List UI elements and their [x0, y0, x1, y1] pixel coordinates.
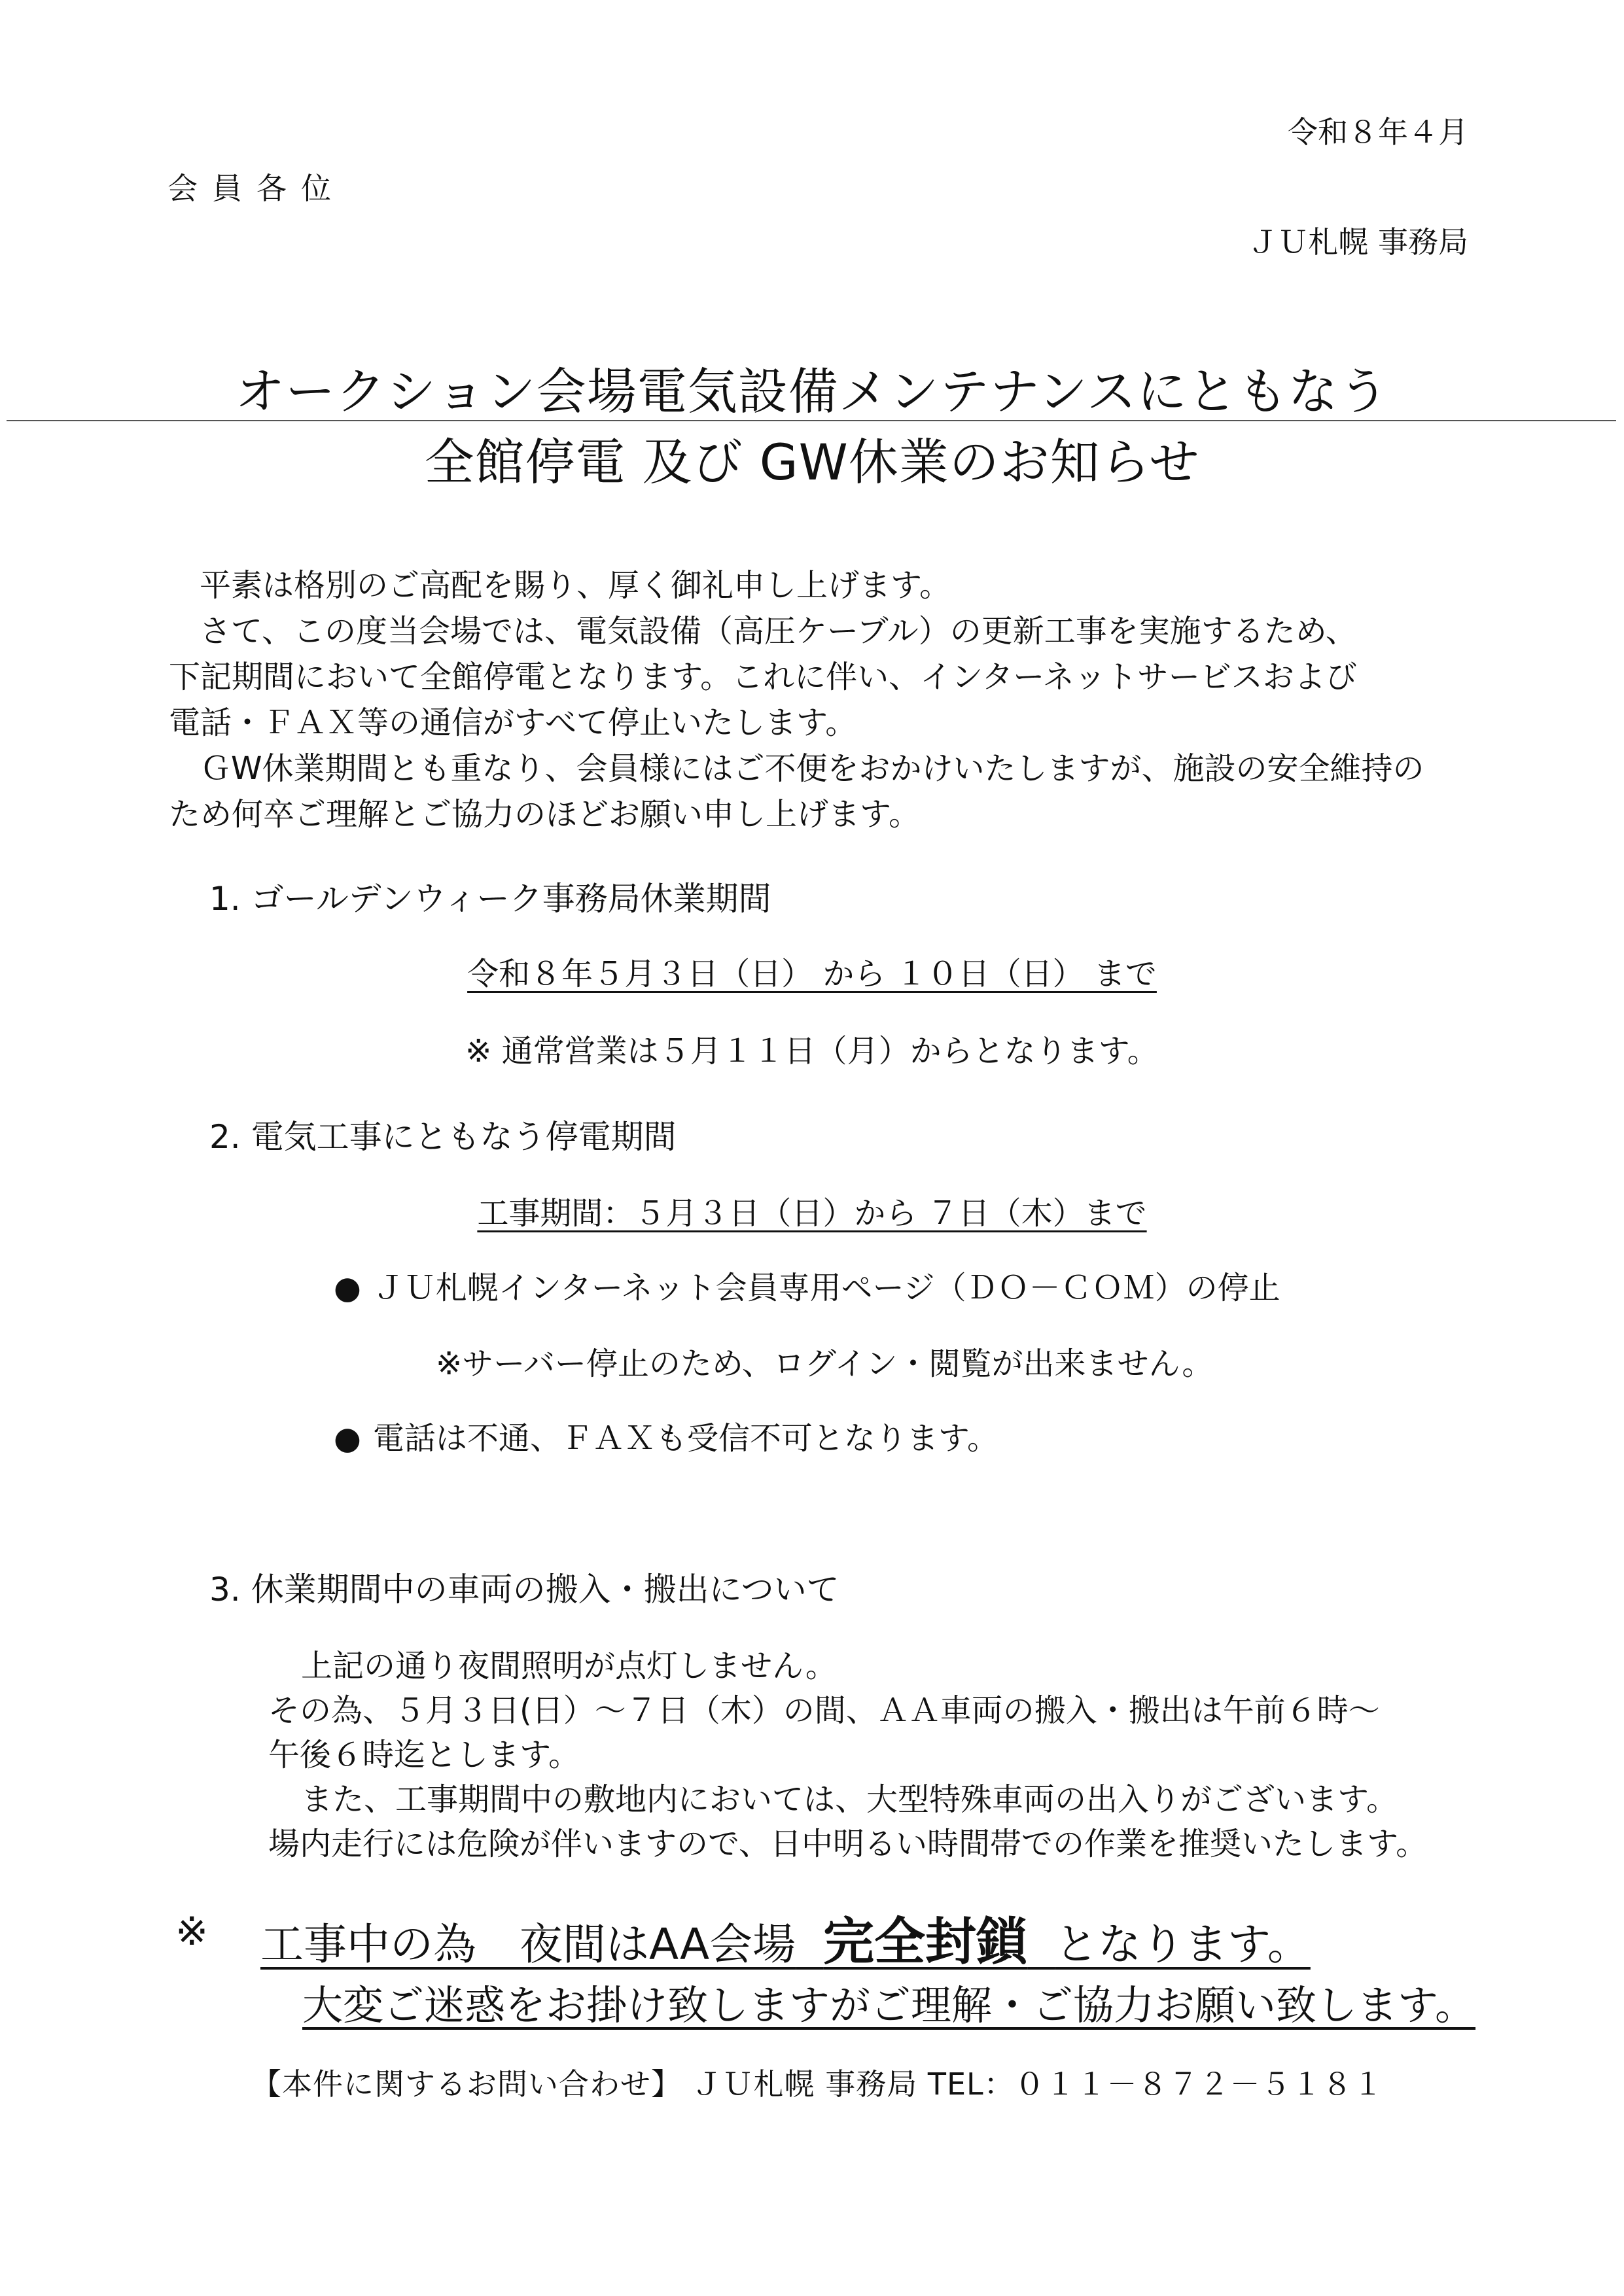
intro-line-6: ため何卒ご理解とご協力のほどお願い申し上げます。	[169, 796, 921, 833]
section-3-line-1: 上記の通り夜間照明が点灯しません。	[301, 1648, 837, 1684]
intro-line-4: 電話・ＦＡＸ等の通信がすべて停止いたします。	[169, 704, 857, 741]
section-2-heading: 2. 電気工事にともなう停電期間	[209, 1118, 677, 1156]
addressee: 会員各位	[168, 171, 345, 206]
document-date: 令和８年４月	[1288, 114, 1468, 150]
section-3-line-5: 場内走行には危険が伴いますので、日中明るい時間帯での作業を推奨いたします。	[268, 1826, 1428, 1862]
title-line-2: 全館停電 及び GW休業のお知らせ	[424, 433, 1200, 491]
section-3-line-3: 午後６時迄とします。	[268, 1737, 580, 1773]
section-1-heading: 1. ゴールデンウィーク事務局休業期間	[209, 880, 771, 918]
warning-line-1	[260, 1901, 1311, 1974]
bullet-icon: ●	[334, 1420, 361, 1457]
intro-line-3: 下記期間において全館停電となります。これに伴い、インターネットサービスおよび	[169, 659, 1357, 695]
warning-line-1-part-2: となります。	[1055, 1919, 1311, 1970]
intro-line-1: 平素は格別のご高配を賜り、厚く御礼申し上げます。	[200, 567, 951, 604]
intro-line-5: ＧW休業期間とも重なり、会員様にはご不便をおかけいたしますが、施設の安全維持の	[200, 750, 1424, 787]
warning-line-1-part-1: 工事中の為 夜間はAA会場	[260, 1919, 796, 1970]
sender: ＪＵ札幌 事務局	[1248, 224, 1468, 260]
warning-strong-text: 完全封鎖	[823, 1913, 1028, 1972]
section-2-bullet-2-text: 電話は不通、ＦＡＸも受信不可となります。	[372, 1420, 999, 1457]
section-2-bullet-2	[334, 1413, 998, 1458]
section-2-bullet-1-note: ※サーバー停止のため、ログイン・閲覧が出来ません。	[436, 1346, 1214, 1382]
warning-line-2: 大変ご迷惑をお掛け致しますがご理解・ご協力お願い致します。	[302, 1981, 1476, 2029]
section-1-note: ※ 通常営業は５月１１日（月）からとなります。	[465, 1033, 1159, 1070]
intro-line-2: さて、この度当会場では、電気設備（高圧ケーブル）の更新工事を実施するため、	[200, 613, 1357, 650]
section-2-bullet-1	[334, 1262, 1280, 1308]
title-divider	[7, 420, 1616, 421]
section-3-line-2: その為、５月３日(日）～７日（木）の間、ＡＡ車両の搬入・搬出は午前６時～	[268, 1692, 1380, 1729]
section-3-heading: 3. 休業期間中の車両の搬入・搬出について	[209, 1571, 839, 1609]
section-2-bullet-1-text: ＪＵ札幌インターネット会員専用ページ（ＤＯ－ＣＯＭ）の停止	[372, 1270, 1280, 1306]
section-2-period: 工事期間：５月３日（日）から ７日（木）まで	[477, 1195, 1147, 1232]
section-1-period: 令和８年５月３日（日） から １０日（日） まで	[467, 956, 1157, 992]
title-line-1: オークション会場電気設備メンテナンスにともなう	[235, 362, 1389, 421]
contact-info: 【本件に関するお問い合わせ】 ＪＵ札幌 事務局 TEL：０１１－８７２－５１８１	[251, 2066, 1384, 2102]
section-3-line-4: また、工事期間中の敷地内においては、大型特殊車両の出入りがございます。	[301, 1781, 1398, 1818]
bullet-icon: ●	[334, 1270, 361, 1306]
warning-mark: ※	[175, 1909, 209, 1955]
